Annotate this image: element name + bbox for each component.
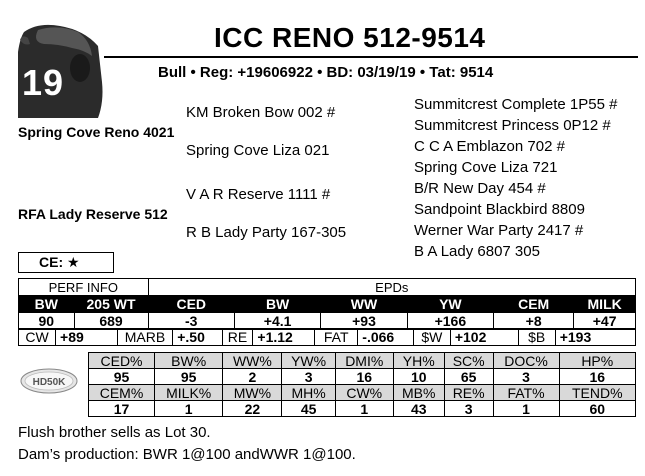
epd-column-header: YW xyxy=(407,296,493,313)
genomic-label: HP% xyxy=(559,353,635,369)
genomic-value: 95 xyxy=(89,369,155,385)
genomic-value: 17 xyxy=(89,401,155,417)
genomic-label: FAT% xyxy=(493,385,559,401)
index-label: MARB xyxy=(117,329,173,346)
far-right-ancestor: C C A Emblazon 702 # xyxy=(414,138,565,155)
far-right-ancestor: Sandpoint Blackbird 8809 xyxy=(414,201,585,218)
genomic-value: 2 xyxy=(223,369,282,385)
genomic-value: 95 xyxy=(155,369,223,385)
index-value: +.50 xyxy=(173,329,222,346)
genomic-label: CW% xyxy=(335,385,393,401)
registration-line: Bull • Reg: +19606922 • BD: 03/19/19 • Tat: 9514 xyxy=(158,64,494,81)
genomic-table xyxy=(88,352,636,417)
dam-dam: R B Lady Party 167-305 xyxy=(186,224,347,241)
far-right-ancestor: Spring Cove Liza 721 xyxy=(414,159,558,176)
index-label: FAT xyxy=(315,329,358,346)
genomic-value: 1 xyxy=(155,401,223,417)
dam-sire: V A R Reserve 1111 # xyxy=(186,186,331,203)
genomic-value: 10 xyxy=(393,369,444,385)
genomic-label: CEM% xyxy=(89,385,155,401)
epd-column-header: MILK xyxy=(574,296,636,313)
far-right-ancestor: B/R New Day 454 # xyxy=(414,180,546,197)
genomic-label: SC% xyxy=(444,353,493,369)
epd-column-header: CEM xyxy=(494,296,574,313)
genomic-value: 16 xyxy=(335,369,393,385)
epd-value: +93 xyxy=(321,313,407,330)
genomic-value: 3 xyxy=(493,369,559,385)
epd-value: +166 xyxy=(407,313,493,330)
genomic-value: 22 xyxy=(223,401,282,417)
genomic-value: 16 xyxy=(559,369,635,385)
genomic-label: TEND% xyxy=(559,385,635,401)
index-value: +102 xyxy=(450,329,518,346)
genomic-label: BW% xyxy=(155,353,223,369)
sire-sire: KM Broken Bow 002 # xyxy=(186,104,336,121)
genomic-value: 1 xyxy=(493,401,559,417)
far-right-ancestor: Werner War Party 2417 # xyxy=(414,222,584,239)
hd50k-logo xyxy=(20,368,78,394)
epd-value: -3 xyxy=(148,313,234,330)
genomic-value: 45 xyxy=(282,401,335,417)
index-label: $B xyxy=(518,329,555,346)
genomic-value: 3 xyxy=(444,401,493,417)
genomic-label: YH% xyxy=(393,353,444,369)
epd-value: +8 xyxy=(494,313,574,330)
index-value: +1.12 xyxy=(253,329,315,346)
epd-value: +4.1 xyxy=(234,313,320,330)
index-row xyxy=(18,328,636,346)
epd-column-header: CED xyxy=(148,296,234,313)
epd-column-header: BW xyxy=(19,296,75,313)
perf-info-header: PERF INFO xyxy=(19,279,149,296)
epd-value: 90 xyxy=(19,313,75,330)
index-value: +193 xyxy=(555,329,635,346)
genomic-value: 3 xyxy=(282,369,335,385)
index-value: +89 xyxy=(56,329,118,346)
genomic-label: MILK% xyxy=(155,385,223,401)
genomic-label: YW% xyxy=(282,353,335,369)
genomic-value: 43 xyxy=(393,401,444,417)
logo-text: HD50K xyxy=(32,377,66,388)
genomic-label: DMI% xyxy=(335,353,393,369)
epd-column-header: BW xyxy=(234,296,320,313)
genomic-label: CED% xyxy=(89,353,155,369)
pedigree-far-right xyxy=(414,94,617,178)
animal-name: ICC RENO 512-9514 xyxy=(214,22,486,53)
epd-column-header: WW xyxy=(321,296,407,313)
lot-number: 19 xyxy=(22,62,65,103)
epd-value: +47 xyxy=(574,313,636,330)
far-right-ancestor: Summitcrest Princess 0P12 # xyxy=(414,117,611,134)
epd-value: 689 xyxy=(74,313,148,330)
genomic-value: 60 xyxy=(559,401,635,417)
genomic-value: 65 xyxy=(444,369,493,385)
note-dam-production: Dam’s production: BWR 1@100 andWWR 1@100. xyxy=(18,446,356,463)
title-divider xyxy=(104,56,638,58)
far-right-ancestor: Summitcrest Complete 1P55 # xyxy=(414,96,618,113)
epd-table xyxy=(18,278,636,330)
pedigree-far-right-dam xyxy=(414,178,585,262)
genomic-label: RE% xyxy=(444,385,493,401)
sire-dam: Spring Cove Liza 021 xyxy=(186,142,330,159)
genomic-label: WW% xyxy=(223,353,282,369)
genomic-value: 1 xyxy=(335,401,393,417)
calving-ease-box: CE: ★ xyxy=(18,252,114,273)
genomic-label: DOC% xyxy=(493,353,559,369)
sire: Spring Cove Reno 4021 xyxy=(18,124,175,140)
genomic-label: MW% xyxy=(223,385,282,401)
far-right-ancestor: B A Lady 6807 305 xyxy=(414,243,540,260)
genomic-label: MH% xyxy=(282,385,335,401)
index-value: -.066 xyxy=(358,329,414,346)
epds-header: EPDs xyxy=(148,279,635,296)
index-label: $W xyxy=(413,329,450,346)
dam: RFA Lady Reserve 512 xyxy=(18,206,168,222)
index-label: RE xyxy=(222,329,253,346)
epd-column-header: 205 WT xyxy=(74,296,148,313)
index-label: CW xyxy=(19,329,56,346)
note-flush-brother: Flush brother sells as Lot 30. xyxy=(18,424,211,441)
genomic-label: MB% xyxy=(393,385,444,401)
